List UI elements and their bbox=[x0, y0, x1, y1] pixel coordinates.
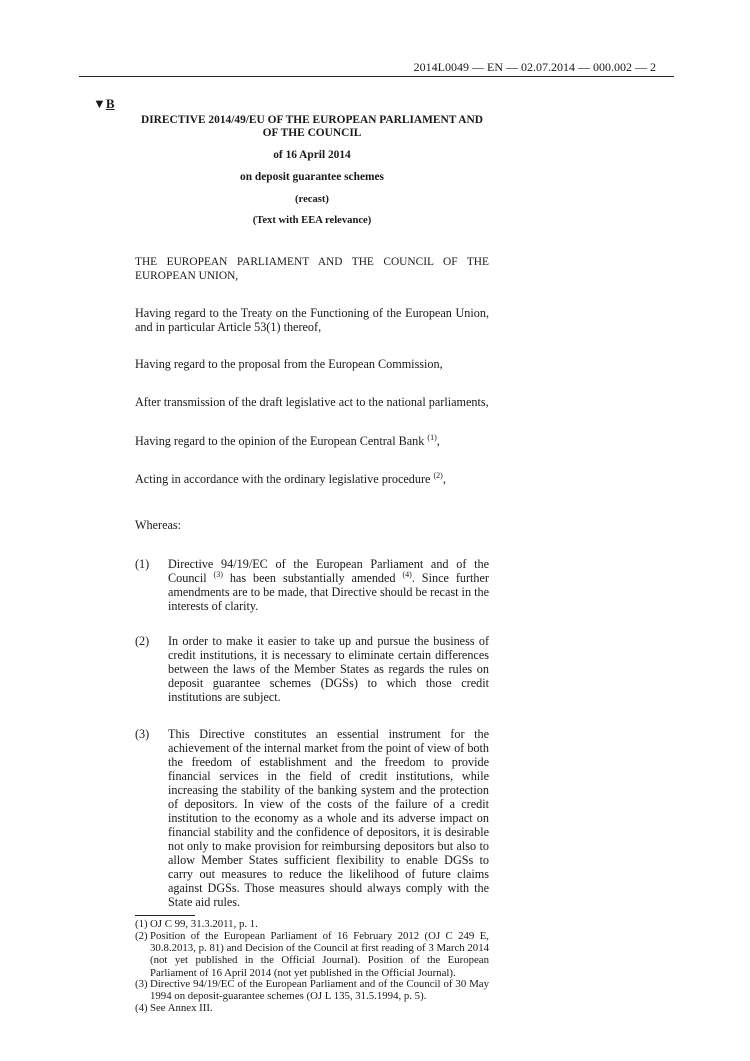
footnote-item bbox=[135, 930, 489, 979]
recital-item bbox=[135, 557, 489, 613]
procedure-text: Acting in accordance with the ordinary legislative procedure bbox=[135, 472, 431, 486]
footnote-number: (2) bbox=[135, 930, 148, 942]
preamble-proposal: Having regard to the proposal from the European Commission, bbox=[135, 357, 443, 371]
amendment-code: B bbox=[105, 96, 115, 111]
ecb-opinion-text: Having regard to the opinion of the European Central Bank bbox=[135, 434, 425, 448]
preamble-procedure bbox=[135, 472, 489, 486]
recital-text bbox=[168, 557, 489, 613]
preamble-transmission: After transmission of the draft legislative act to the national parliaments, bbox=[135, 395, 489, 409]
footnote-text: OJ C 99, 31.3.2011, p. 1. bbox=[150, 918, 258, 930]
amendment-marker bbox=[93, 96, 115, 112]
footnote-number: (4) bbox=[135, 1002, 148, 1014]
footnote-ref-1[interactable]: (1) bbox=[427, 432, 437, 442]
recital-text-part: has been substantially amended bbox=[222, 571, 396, 585]
recital-text: This Directive constitutes an essential instrument for the achievement of the internal market from the point of view of both the freedom of establishment and the freedom to provide financial services in the field of credit institutions, while increasing the stability of the banking system and the protection of depositors. In view of the costs of the failure of a credit institution to the economy as a whole and its adverse impact on financial stability and the confidence of depositors, it is desirable not only to make provision for reimbursing depositors but also to allow Member States sufficient flexibility to enable DGSs to carry out measures to reduce the likelihood of future claims against DGSs. Those measures should always comply with the State aid rules. bbox=[168, 727, 489, 909]
recital-number: (3) bbox=[135, 727, 150, 741]
footnote-text: Position of the European Parliament of 16 February 2012 (OJ C 249 E, 30.8.2013, p. 81) and Decision of the Council at first reading of 3 March 2014 (not yet published in the Official Journal). Position of the European Parliament of 16 April 2014 (not yet published in the Official Journal). bbox=[150, 930, 489, 979]
footnote-item bbox=[135, 1002, 489, 1014]
preamble-whereas: Whereas: bbox=[135, 518, 182, 532]
directive-subject: on deposit guarantee schemes bbox=[240, 171, 384, 183]
directive-date: of 16 April 2014 bbox=[273, 149, 351, 161]
ecb-opinion-end: , bbox=[436, 434, 440, 448]
preamble-ecb-opinion bbox=[135, 434, 489, 448]
recital-text-part: . Since further amendments are to be made, that Directive should be recast in the interests of clarity. bbox=[168, 571, 489, 613]
footnote-ref-4[interactable]: (4) bbox=[402, 569, 412, 579]
directive-title: DIRECTIVE 2014/49/EU OF THE EUROPEAN PARLIAMENT AND OF THE COUNCIL bbox=[141, 114, 483, 139]
footnote-ref-3[interactable]: (3) bbox=[213, 569, 223, 579]
triangle-down-icon: ▼ bbox=[93, 96, 106, 111]
footnote-item bbox=[135, 918, 489, 930]
header-divider bbox=[79, 76, 674, 77]
recital-item bbox=[135, 727, 489, 909]
footnote-text: Directive 94/19/EC of the European Parliament and of the Council of 30 May 1994 on deposit-guarantee schemes (OJ L 135, 31.5.1994, p. 5). bbox=[150, 978, 489, 1003]
recital-number: (2) bbox=[135, 634, 150, 648]
preamble-treaty: Having regard to the Treaty on the Functioning of the European Union, and in particular Article 53(1) thereof, bbox=[135, 306, 489, 334]
footnote-ref-2[interactable]: (2) bbox=[433, 470, 443, 480]
recital-text: In order to make it easier to take up and pursue the business of credit institutions, it is necessary to eliminate certain differences between the laws of the Member States as regards the rules on deposit guarantee schemes (DGSs) to which those credit institutions are subject. bbox=[168, 634, 489, 704]
footnote-number: (3) bbox=[135, 978, 148, 990]
recital-number: (1) bbox=[135, 557, 150, 571]
footnote-text: See Annex III. bbox=[150, 1002, 213, 1014]
preamble-authors: THE EUROPEAN PARLIAMENT AND THE COUNCIL OF THE EUROPEAN UNION, bbox=[135, 256, 489, 282]
footnote-number: (1) bbox=[135, 918, 148, 930]
recital-item bbox=[135, 634, 489, 704]
procedure-end: , bbox=[442, 472, 446, 486]
footnote-item bbox=[135, 978, 489, 1002]
recital-text-part: Directive 94/19/EC of the European Parliament and of the Council bbox=[168, 557, 489, 585]
eea-relevance-note: (Text with EEA relevance) bbox=[252, 215, 372, 226]
footnote-divider bbox=[135, 915, 195, 916]
document-reference: 2014L0049 — EN — 02.07.2014 — 000.002 — 2 bbox=[413, 60, 656, 74]
recast-note: (recast) bbox=[295, 194, 329, 205]
